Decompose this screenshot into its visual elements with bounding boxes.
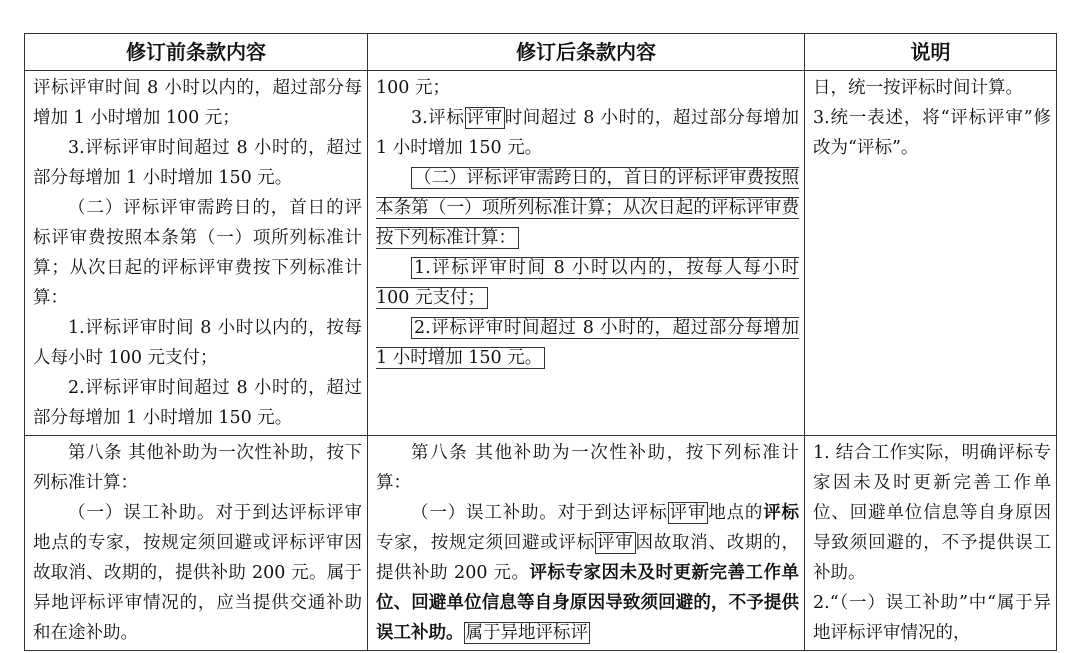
paragraph: 1.评标评审时间 8 小时以内的，按每人每小时 100 元支付； xyxy=(33,318,362,368)
paragraph: 3.评标评审时间超过 8 小时的，超过部分每增加 1 小时增加 150 元。 xyxy=(33,138,362,188)
before-cell xyxy=(25,436,368,651)
inserted-mark: 属于异地评标评 xyxy=(465,623,588,643)
deleted-block: （二）评标评审需跨日的，首日的评标评审费按照本条第（一）项所列标准计算；从次日起的评标评审费按下列标准计算： xyxy=(376,168,799,248)
text: 时间超过 8 小时的，超过部分每增加 1 小时增加 150 元。 xyxy=(376,108,800,158)
text: 地点的 xyxy=(708,503,764,523)
paragraph: （一）误工补助。对于到达评标评审地点的专家，按规定须回避或评标评审因故取消、改期的，提供补助 200 元。属于异地评标评审情况的，应当提供交通补助和在途补助。 xyxy=(33,503,362,643)
deleted-block: 1.评标评审时间 8 小时以内的，按每人每小时 100 元支付； xyxy=(376,258,799,308)
paragraph xyxy=(376,163,799,253)
paragraph: 日，统一按评标时间计算。 xyxy=(813,78,1023,98)
table-row xyxy=(25,71,1057,436)
paragraph: 3.统一表述，将“评标评审”修改为“评标”。 xyxy=(813,108,1051,158)
paragraph: 评标评审时间 8 小时以内的，超过部分每增加 1 小时增加 100 元； xyxy=(33,78,362,128)
paragraph: （二）评标评审需跨日的，首日的评标评审费按照本条第（一）项所列标准计算；从次日起的评标评审费按下列标准计算： xyxy=(33,198,362,308)
header-after: 修订后条款内容 xyxy=(368,34,805,71)
paragraph: 100 元； xyxy=(376,78,450,98)
note-cell xyxy=(805,436,1057,651)
text: 3.评标 xyxy=(411,108,465,128)
header-note: 说明 xyxy=(805,34,1057,71)
text: 因故取消、改期的，提供补助 200 元。 xyxy=(376,533,799,583)
note-cell xyxy=(805,71,1057,436)
paragraph: 2.评标评审时间超过 8 小时的，超过部分每增加 1 小时增加 150 元。 xyxy=(33,378,362,428)
paragraph: 第八条 其他补助为一次性补助，按下列标准计算： xyxy=(376,443,799,493)
inserted-mark: 评审 xyxy=(597,533,634,553)
added-text: 评标 xyxy=(763,503,800,523)
added-text: 评标专家因未及时更新完善工作单位、回避单位信息等自身原因导致须回避的，不予提供误工补助。 xyxy=(376,563,800,643)
paragraph: 1. 结合工作实际，明确评标专家因未及时更新完善工作单位、回避单位信息等自身原因导致须回避的，不予提供误工补助。 xyxy=(813,443,1051,583)
inserted-mark: 评审 xyxy=(669,503,707,523)
paragraph xyxy=(376,253,799,313)
header-row xyxy=(25,34,1057,71)
paragraph xyxy=(376,498,799,648)
paragraph: 第八条 其他补助为一次性补助，按下列标准计算： xyxy=(33,443,362,493)
inserted-mark: 评审 xyxy=(466,108,503,128)
table-row xyxy=(25,436,1057,651)
text: 专家，按规定须回避或评标 xyxy=(376,533,595,553)
before-cell xyxy=(25,71,368,436)
paragraph: 2.“（一）误工补助”中“属于异地评标评审情况的， xyxy=(813,593,1051,643)
deleted-block: 2.评标评审时间超过 8 小时的，超过部分每增加 1 小时增加 150 元。 xyxy=(376,318,799,368)
revision-table xyxy=(24,33,1057,651)
after-cell xyxy=(368,71,805,436)
paragraph xyxy=(376,103,799,163)
header-before: 修订前条款内容 xyxy=(25,34,368,71)
paragraph xyxy=(376,313,799,373)
text: （一）误工补助。对于到达评标 xyxy=(411,503,668,523)
after-cell xyxy=(368,436,805,651)
